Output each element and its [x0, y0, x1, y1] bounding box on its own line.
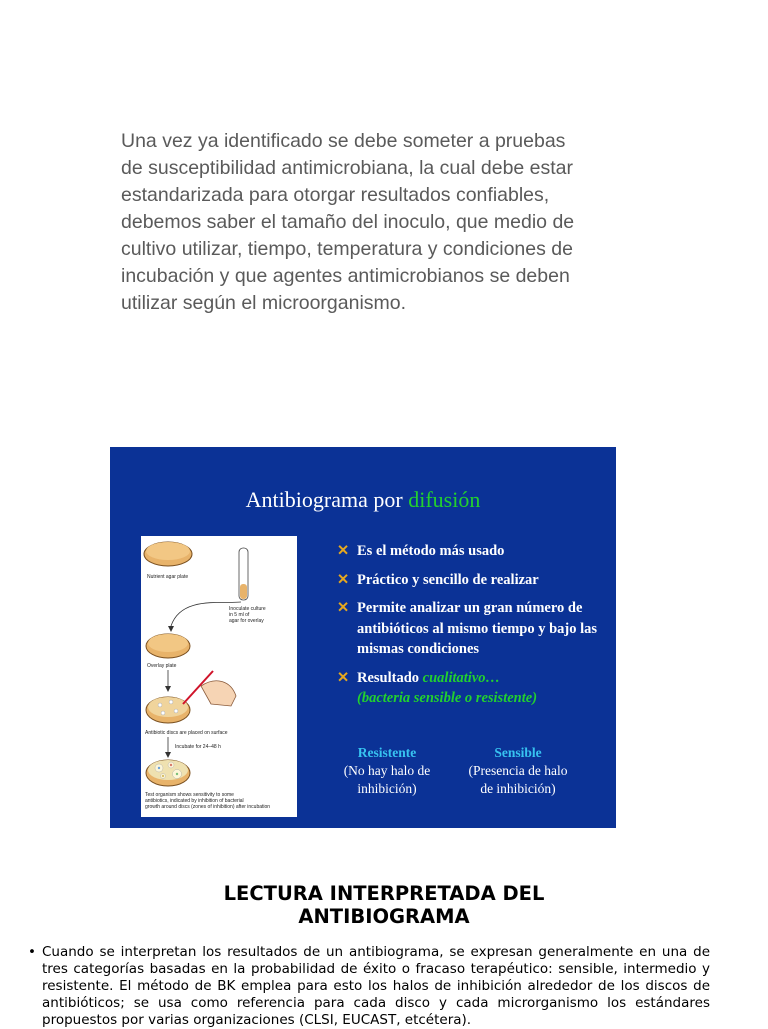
bullet-dot-icon: • — [28, 944, 36, 960]
diffusion-method-diagram — [141, 536, 297, 817]
slide-title-highlight: difusión — [408, 487, 481, 512]
disc-icon — [162, 775, 164, 777]
label-incubate: Incubate for 24–48 h — [175, 744, 221, 750]
cross-bullet-icon: ✕ — [337, 543, 350, 559]
label-inoculate-1: Inoculate culture — [229, 606, 266, 612]
intro-paragraph — [121, 128, 621, 317]
slide-bullet-result — [337, 668, 607, 709]
hand-icon — [201, 681, 236, 706]
disc-icon — [170, 764, 172, 766]
disc-icon — [174, 709, 178, 713]
cross-bullet-icon: ✕ — [337, 600, 350, 616]
disc-plate-top-icon — [148, 697, 188, 717]
slide-bullet — [337, 570, 607, 591]
sensitive-line-2: de inhibición) — [480, 781, 556, 796]
label-plate: Nutrient agar plate — [147, 574, 189, 580]
tube-culture-icon — [240, 584, 247, 599]
section-heading — [140, 882, 628, 928]
label-result-2: antibiotics, indicated by inhibition of bacterial — [145, 798, 244, 804]
result-parenthetical: (bacteria sensible o resistente) — [357, 690, 538, 706]
resistant-heading: Resistente — [357, 745, 417, 760]
section-heading-line-2: ANTIBIOGRAMA — [298, 905, 470, 928]
sensitive-heading: Sensible — [494, 745, 542, 760]
slide-bullet-text: Permite analizar un gran número de antibióticos al mismo tiempo y bajo las mismas condiciones — [357, 600, 598, 657]
result-emphasis: cualitativo… — [422, 669, 501, 686]
agar-plate-top-icon — [146, 542, 190, 560]
intro-line: estandarizada para otorgar resultados confiables, — [121, 184, 550, 206]
arrow-head-icon — [165, 752, 171, 758]
result-prefix: Resultado — [357, 669, 423, 686]
section-heading-line-1: LECTURA INTERPRETADA DEL — [223, 882, 545, 905]
intro-line: incubación y que agentes antimicrobianos se deben — [121, 265, 570, 287]
resistant-column — [334, 744, 440, 798]
slide-bullet-list — [337, 541, 607, 717]
disc-icon — [176, 773, 178, 775]
interpretation-text: Cuando se interpretan los resultados de un antibiograma, se expresan generalmente en una de tres categorías basadas en la probabilidad de éxito o fracaso terapéutico: sensible, intermedio y resistente. El método de BK emplea para esto los halos de inhibición alrededor de los discos de antibióticos; se usa como referencia para cada disco y cada microrganismo los estándares propuestos por varias organizaciones (CLSI, EUCAST, etcétera). — [42, 944, 710, 1028]
intro-line: utilizar según el microorganismo. — [121, 292, 407, 314]
label-discs: Antibiotic discs are placed on surface — [145, 730, 228, 736]
overlay-plate-top-icon — [148, 634, 188, 652]
sensitive-line-1: (Presencia de halo — [468, 763, 568, 778]
intro-line: Una vez ya identificado se debe someter a pruebas — [121, 130, 566, 152]
disc-icon — [158, 703, 162, 707]
cross-bullet-icon: ✕ — [337, 571, 350, 588]
intro-line: cultivo utilizar, tiempo, temperatura y condiciones de — [121, 238, 573, 260]
interpretation-bullet — [28, 944, 710, 1029]
label-inoculate-2: in 5 ml of — [229, 612, 250, 618]
resistant-line-2: inhibición) — [357, 781, 417, 796]
intro-line: de susceptibilidad antimicrobiana, la cual debe estar — [121, 157, 574, 179]
slide-bullet-text: Práctico y sencillo de realizar — [357, 571, 539, 588]
arrow-head-icon — [165, 686, 171, 692]
label-result-1: Test organism shows sensitivity to some — [145, 792, 234, 798]
slide-bullet — [337, 598, 607, 660]
label-result-3: growth around discs (zones of inhibition) after incubation — [145, 804, 271, 810]
disc-icon — [161, 711, 165, 715]
slide-title — [110, 487, 616, 513]
result-plate-top-icon — [148, 760, 188, 780]
disc-icon — [158, 767, 160, 769]
slide-bullet — [337, 541, 607, 562]
antibiogram-slide — [110, 447, 616, 828]
label-overlay: Overlay plate — [147, 663, 177, 669]
disc-icon — [169, 700, 173, 704]
resistant-line-1: (No hay halo de — [343, 763, 431, 778]
label-inoculate-3: agar for overlay — [229, 618, 264, 624]
intro-line: debemos saber el tamaño del inoculo, que medio de — [121, 211, 575, 233]
diagram-drawing — [141, 536, 297, 817]
sensitive-column — [457, 744, 579, 798]
cross-bullet-icon: ✕ — [337, 669, 350, 686]
arrow-head-icon — [168, 626, 174, 632]
slide-bullet-text: Es el método más usado — [357, 543, 505, 559]
slide-title-prefix: Antibiograma por — [245, 487, 409, 512]
